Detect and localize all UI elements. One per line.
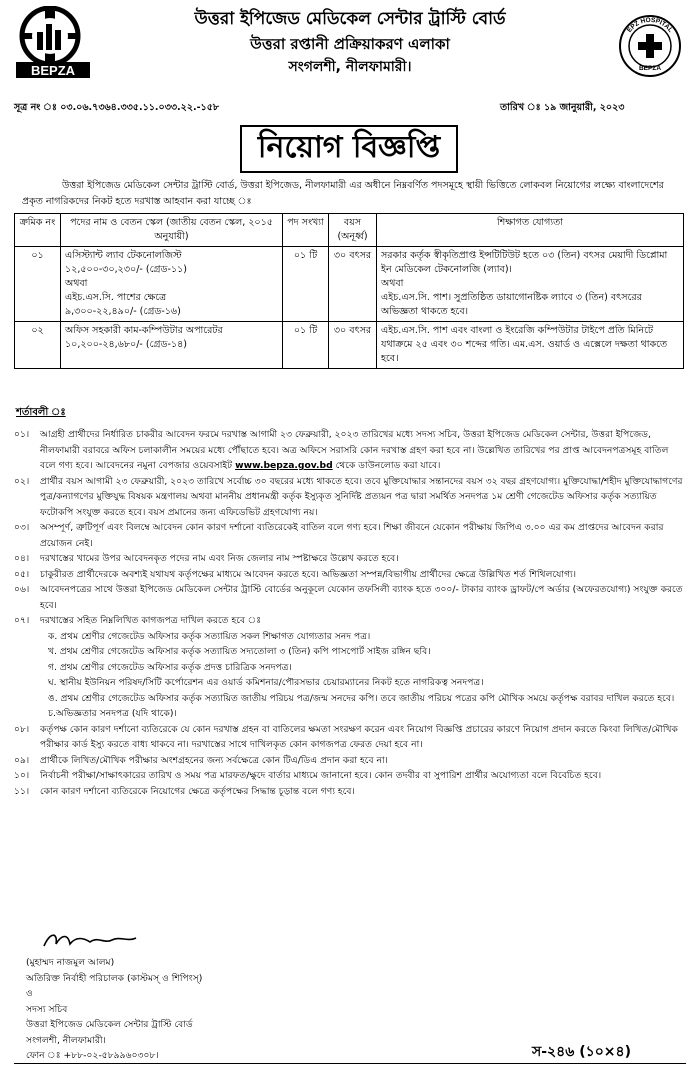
col-header-post: পদের নাম ও বেতন স্কেল (জাতীয় বেতন স্কেল, ২০১৫ অনুযায়ী) xyxy=(61,214,283,247)
qualification-main: সরকার কর্তৃক স্বীকৃতিপ্রাপ্ত ইন্সটিটিউট হতে ০৩ (তিন) বৎসর মেয়াদী ডিপ্লোমা ইন মেডিকেল টেকনোলজি (ল্যাব)। xyxy=(381,250,668,275)
condition-number: ০৬। xyxy=(14,584,30,595)
list-item xyxy=(14,722,686,753)
col-header-count: পদ সংখ্যা xyxy=(283,214,329,247)
org-zone: উত্তরা রপ্তানী প্রক্রিয়াকরণ এলাকা xyxy=(250,35,450,53)
condition-text: কর্তৃপক্ষ কোন কারণ দর্শানো ব্যতিরেকে যে কোন দরখাস্ত গ্রহন বা বাতিলের ক্ষমতা সংরক্ষণ করেন এবং নিয়োগ বিজ্ঞপ্তি প্রচারের কারণে নিয়োগ প্রদান করতে কিংবা লিখিত/মৌখিক পরীক্ষার কার্ড ইস্যু করতে বাধ্য থাকবে না। দরখাস্তের সাথে দাখিলকৃত কোন কাগজপত্র ফেরত দেয়া হবে না। xyxy=(40,723,678,750)
handwritten-signature xyxy=(40,930,150,952)
row-count: ০১ টি xyxy=(283,322,329,369)
notice-title: নিয়োগ বিজ্ঞপ্তি xyxy=(240,125,458,173)
document-item: চ.অভিজ্ঞতার সনদপত্র (যদি থাকে)। xyxy=(48,708,177,719)
alt-condition: এইচ.এস.সি. পাশের ক্ষেত্রে xyxy=(65,292,167,303)
table-row xyxy=(15,247,684,322)
notice-date: তারিখ ঃ ১৯ জানুয়ারী, ২০২৩ xyxy=(500,102,625,113)
condition-text: প্রার্থীকে লিখিত/মৌখিক পরীক্ষার অংশগ্রহনের জন্য সর্বক্ষেত্রে কোন টিএ/ডিএ প্রদান করা হবে না। xyxy=(40,754,388,766)
bottom-divider xyxy=(14,1063,686,1064)
conditions-list xyxy=(14,427,686,799)
signatory-name: (মুহাম্মদ নাজমুল আলম) xyxy=(26,957,115,968)
required-documents xyxy=(14,629,686,722)
qualification-main: এইচ.এস.সি. পাশ এবং বাংলা ও ইংরেজি কম্পিউটার টাইপে প্রতি মিনিটে যথাক্রমে ২৫ এবং ৩০ শব্দের গতি। এম.এস. ওয়ার্ড ও এক্সেলে দক্ষতা থাকতে হবে। xyxy=(381,325,668,364)
signatory-phone: ফোন ঃ +৮৮-০২-৫৮৯৯৬০৩০৮। xyxy=(26,1050,159,1061)
post-name: অফিস সহকারী কাম-কম্পিউটার অপারেটর xyxy=(65,325,223,336)
list-item xyxy=(14,582,686,613)
condition-tail: থেকে ডাউনলোড করা যাবে। xyxy=(335,460,441,471)
organisation-heading xyxy=(110,6,590,78)
qualification-alt: এইচ.এস.সি. পাশ। সুপ্রতিষ্ঠিত ডায়াগোনষ্টিক ল্যাবে ৩ (তিন) বৎসরের অভিজ্ঞতা থাকতে হবে। xyxy=(381,292,642,317)
or-text: অথবা xyxy=(65,278,88,289)
condition-number: ০৮। xyxy=(14,723,30,735)
condition-text: দরখাস্তের সহিত নিম্নলিখিত কাগজপত্র দাখিল করতে হবে ঃ xyxy=(40,615,262,626)
org-name: উত্তরা ইপিজেড মেডিকেল সেন্টার ট্রাস্টি বোর্ড xyxy=(194,9,506,29)
row-age: ৩০ বৎসর xyxy=(329,247,377,322)
org-location: সংগলশী, নীলফামারী। xyxy=(288,59,412,75)
row-qualification xyxy=(377,247,684,322)
table-header-row xyxy=(15,214,684,247)
conditions-heading: শর্তাবলী ঃ xyxy=(16,407,66,418)
list-item xyxy=(14,520,686,551)
document-item: গ. প্রথম শ্রেণীর গেজেটেড অফিসার কর্তৃক প্রদত্ত চারিত্রিক সনদপত্র। xyxy=(48,661,292,673)
bepza-logo xyxy=(12,6,94,80)
condition-text: দরখাস্তের খামের উপর আবেদনকৃত পদের নাম এবং নিজ জেলার নাম স্পষ্টাক্ষরে উল্লেখ করতে হবে। xyxy=(40,553,399,564)
epz-hospital-logo-text: EPZ HOSPITAL xyxy=(626,16,674,34)
document-item: ঙ. প্রথম শ্রেণীর গেজেটেড অফিসার কর্তৃক সত্যায়িত জাতীয় পরিচয় পত্র/জন্ম সনদের কপি। তবে জাতীয় পরিচয় পত্রের কপি মৌখিক সময়ে কর্তৃপক্ষ বরাবর দাখিল করতে হবে। xyxy=(48,692,675,704)
condition-text: নির্বাচনী পরীক্ষা/সাক্ষাৎকারের তারিখ ও সময় পত্র মারফত/ক্ষুদে বার্তার মাধ্যমে জানানো হবে। কোন তদবীর বা সুপারিশ প্রার্থীর অযোগ্যতা বলে বিবেচিত হবে। xyxy=(40,770,602,781)
col-header-qualification: শিক্ষাগত যোগ্যতা xyxy=(377,214,684,247)
intro-paragraph: উত্তরা ইপিজেড মেডিকেল সেন্টার ট্রাস্টি বোর্ড, উত্তরা ইপিজেড, নীলফামারী এর অধীনে নিম্নবর্ণিত পদসমূহে স্থায়ী ভিত্তিতে লোকবল নিয়োগের লক্ষ্যে বাংলাদেশের প্রকৃত নাগরিকদের নিকট হতে দরখাস্ত আহবান করা যাচ্ছে ঃ xyxy=(22,180,664,207)
ad-reference: স-২৪৬ (১০×৪) xyxy=(532,1044,632,1060)
signatory-place: সংগলশী, নীলফামারী। xyxy=(26,1034,106,1046)
list-item xyxy=(14,768,686,784)
signatory-role: সদস্য সচিব xyxy=(26,1003,68,1015)
list-item xyxy=(14,551,686,567)
list-item xyxy=(14,427,686,474)
document-item: ক. প্রথম শ্রেণীর গেজেটেড অফিসার কর্তৃক সত্যায়িত সকল শিক্ষাগত যোগ্যতার সনদ পত্র। xyxy=(48,630,371,642)
signatory-designation: অতিরিক্ত নির্বাহী পরিচালক (কাস্টমস্ ও শিপিংস্) xyxy=(26,972,203,984)
epz-hospital-logo-sub: BEPZA xyxy=(638,65,662,72)
list-item xyxy=(14,613,686,629)
table-row xyxy=(15,322,684,369)
post-name: এসিস্ট্যান্ট ল্যাব টেকনোলজিস্ট xyxy=(65,250,182,261)
condition-number: ০১। xyxy=(14,429,30,440)
row-qualification xyxy=(377,322,684,369)
condition-number: ০৫। xyxy=(14,568,30,580)
condition-number: ১০। xyxy=(14,770,30,781)
signatory-board: উত্তরা ইপিজেড মেডিকেল সেন্টার ট্রাস্টি বোর্ড xyxy=(26,1019,193,1030)
col-header-age: বয়স (অনূর্ধ্ব) xyxy=(329,214,377,247)
condition-number: ০৩। xyxy=(14,522,30,533)
condition-body: আগ্রহী প্রার্থীদের নির্ধারিত চাকরীর আবেদন ফরমে দরখাস্ত আগামী ২৩ ফেব্রুয়ারী, ২০২৩ তারিখের মধ্যে সদস্য সচিব, উত্তরা ইপিজেড মেডিকেল সেন্টার, উত্তরা ইপিজেড, নীলফামারী বরাবরে অফিস চলাকালীন সময়ের মধ্যে পৌঁছাতে হবে। অত্র অফিসে সরাসরি কোন দরখাস্ত গ্রহণ করা হবে না। উল্লেখিত তারিখের পর প্রাপ্ত আবেদনপত্রসমূহ বাতিল বলে গণ্য হবে। আবেদনের নমুনা বেপজার ওয়েবসাইট xyxy=(40,429,669,471)
condition-text xyxy=(40,427,686,474)
condition-number: ০৯। xyxy=(14,754,30,766)
condition-text: আবেদনপত্রের সাথে উত্তরা ইপিজেড মেডিকেল সেন্টার ট্রাস্টি বোর্ডের অনুকূলে যেকোন তফসিলী ব্যাংক হতে ৩০০/- টাকার ব্যাংক ড্রাফট/পে অর্ডার (অফেরতযোগ্য) সংযুক্ত করতে হবে। xyxy=(40,584,683,611)
epz-hospital-logo xyxy=(618,14,682,78)
row-post-cell xyxy=(61,322,283,369)
condition-number: ০৭। xyxy=(14,615,30,626)
condition-text: চাকুরীরত প্রার্থীদেরকে অবশ্যই যথাযথ কর্তৃপক্ষের মাধ্যমে আবেদন করতে হবে। অভিজ্ঞতা সম্পন্ন/বিভাগীয় প্রার্থীদের ক্ষেত্রে উল্লিখিত শর্ত শিথিলযোগ্য। xyxy=(40,568,577,580)
document-item: খ. প্রথম শ্রেণীর গেজেটেড অফিসার কর্তৃক সত্যায়িত সদ্যতোলা ৩ (তিন) কপি পাসপোর্ট সাইজ রঙ্গিন ছবি। xyxy=(48,646,431,657)
col-header-serial: ক্রমিক নং xyxy=(15,214,61,247)
condition-number: ০৪। xyxy=(14,553,30,564)
signatory-and: ও xyxy=(26,988,33,999)
list-item xyxy=(14,753,686,769)
list-item xyxy=(14,784,686,800)
memo-number: সূত্র নং ঃ ০৩.০৬.৭৩৬৪.৩৩৫.১১.০৩৩.২২.-১৫৮ xyxy=(14,102,220,113)
condition-text: অসম্পূর্ণ, ত্রুটিপূর্ণ এবং বিলম্বে আবেদন কোন কারণ দর্শানো ব্যতিরেকেই বাতিল বলে গণ্য হবে। শিক্ষা জীবনে যেকোন পরীক্ষায় জিপিএ ৩.০০ এর কম প্রাপ্তদের আবেদন করার প্রয়োজন নেই। xyxy=(40,522,664,549)
row-post-cell xyxy=(61,247,283,322)
bepza-website-link[interactable]: www.bepza.gov.bd xyxy=(235,460,333,471)
qualification-or: অথবা xyxy=(381,278,404,289)
pay-scale-alt: ৯,৩০০-২২,৪৯০/- (গ্রেড-১৬) xyxy=(65,306,181,317)
bepza-logo-text: BEPZA xyxy=(30,63,76,78)
row-serial: ০১ xyxy=(15,247,61,322)
condition-number: ০২। xyxy=(14,475,30,487)
document-item: ঘ. স্থানীয় ইউনিয়ন পরিষদ/সিটি কর্পোরেশন এর ওয়ার্ড কমিশনার/পৌরসভার চেয়ারম্যানের নিকট হতে নাগরিকত্ব সনদপত্র। xyxy=(48,677,484,688)
signature-block xyxy=(26,955,202,1064)
row-serial: ০২ xyxy=(15,322,61,369)
list-item xyxy=(14,567,686,583)
pay-scale: ১০,২০০-২৪,৬৮০/- (গ্রেড-১৪) xyxy=(65,339,187,350)
condition-text: প্রার্থীর বয়স আগামী ২৩ ফেব্রুয়ারী, ২০২৩ তারিখে সর্বোচ্চ ৩০ বছরের মধ্যে থাকতে হবে। তবে মুক্তিযোদ্ধার সন্তানদের বয়স ৩২ বছর গ্রহণযোগ্য। মুক্তিযোদ্ধা/শহীদ মুক্তিযোদ্ধাগণের পুত্র/কন্যাগণের মুক্তিযুদ্ধ বিষয়ক মন্ত্রণালয় অথবা মাননীয় প্রধানমন্ত্রী কর্তৃক ইস্যুকৃত সুনির্দিষ্ট প্রত্যয়ন পত্র দ্বারা সমর্থিত সনদপত্র ১ম শ্রেণী গেজেটেড অফিসার কর্তৃক সত্যায়িত ফটোকপি সংযুক্ত করতে হবে। বয়স প্রমানের জন্য এফিডেভিট গ্রহণযোগ্য নয়। xyxy=(40,475,683,518)
pay-scale: ১২,৫০০-৩০,২৩০/- (গ্রেড-১১) xyxy=(65,264,187,275)
vacancy-table xyxy=(14,213,684,369)
row-count: ০১ টি xyxy=(283,247,329,322)
condition-text: কোন কারণ দর্শানো ব্যতিরেকে নিয়োগের ক্ষেত্রে কর্তৃপক্ষের সিদ্ধান্ত চূড়ান্ত বলে গণ্য হবে। xyxy=(40,785,355,797)
row-age: ৩০ বৎসর xyxy=(329,322,377,369)
list-item xyxy=(14,474,686,521)
condition-number: ১১। xyxy=(14,785,30,797)
